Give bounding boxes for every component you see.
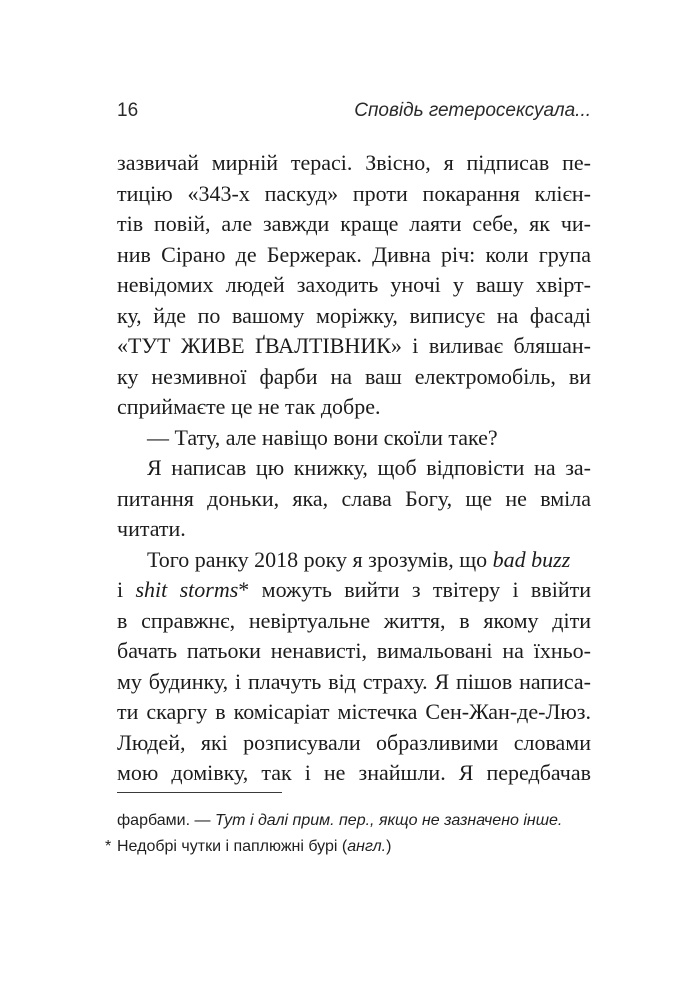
text-line: нив Сірано де Бержерак. Дивна річ: коли група (117, 241, 591, 267)
page-number: 16 (117, 100, 139, 121)
footnote-marker: * (105, 838, 112, 855)
footnotes (105, 808, 591, 860)
text-line: «ТУТ ЖИВЕ ҐВАЛТІВНИК» і виливає бляшан- (117, 333, 591, 358)
chapter-title: Сповідь гетеросексуала... (354, 100, 591, 121)
footnote-continued (117, 808, 591, 834)
text-line: невідомих людей заходить уночі у вашу хвірт- (117, 272, 591, 297)
footnote-text: Недобрі чутки і паплюжні бурі ( (117, 838, 348, 855)
text-line: тів повій, але завжди краще лаяти себе, як чи- (117, 211, 591, 236)
footnote-item (105, 834, 591, 860)
text-line: тицію «343-х паскуд» проти покарання клієн- (117, 180, 591, 206)
text-line: читати. (117, 516, 186, 541)
running-head (117, 100, 591, 126)
dialogue-line: — Тату, але навіщо вони скоїли таке? (147, 424, 498, 450)
text-line: сприймаєте це не так добре. (117, 394, 381, 419)
text-line: му будинку, і плачуть від страху. Я пішов написа- (117, 668, 591, 694)
body-text (117, 148, 591, 789)
text-segment: і (117, 577, 136, 602)
text-line: в справжнє, невіртуальне життя, в якому діти (117, 607, 591, 633)
text-line: питання доньки, яка, слава Богу, ще не вміла (117, 485, 591, 511)
text-line: Людей, які розписували образливими словами (117, 729, 591, 755)
text-segment: Того ранку 2018 року я зрозумів, що (147, 546, 493, 572)
text-line: ти скаргу в комісаріат містечка Сен-Жан-де-Люз. (117, 699, 591, 724)
text-segment: * можуть вийти з твітеру і ввійти (238, 577, 591, 602)
paragraph-start-line (117, 545, 591, 576)
text-line: бачать патьоки ненависті, вимальовані на їхньо- (117, 638, 591, 663)
text-line: мою домівку, так і не знайшли. Я передбачав (117, 760, 591, 785)
footnote-italic-text: англ. (347, 838, 387, 855)
text-line: ку незмивної фарби на ваш електромобіль, ви (117, 363, 591, 389)
footnote-divider (117, 792, 282, 793)
text-line (117, 575, 591, 606)
italic-term-shit-storms: shit storms (135, 577, 239, 602)
italic-term-bad-buzz: bad buzz (492, 546, 571, 572)
text-line: ку, йде по вашому моріжку, виписує на фасаді (117, 302, 591, 328)
footnote-italic-text: Тут і далі прим. пер., якщо не зазначено інше. (214, 812, 563, 829)
footnote-text: фарбами. — (117, 812, 215, 829)
text-line: зазвичай мирній терасі. Звісно, я підписав пе- (117, 150, 591, 175)
footnote-text: ) (386, 838, 392, 855)
paragraph-start-line: Я написав цю книжку, щоб відповісти на за- (147, 455, 591, 480)
